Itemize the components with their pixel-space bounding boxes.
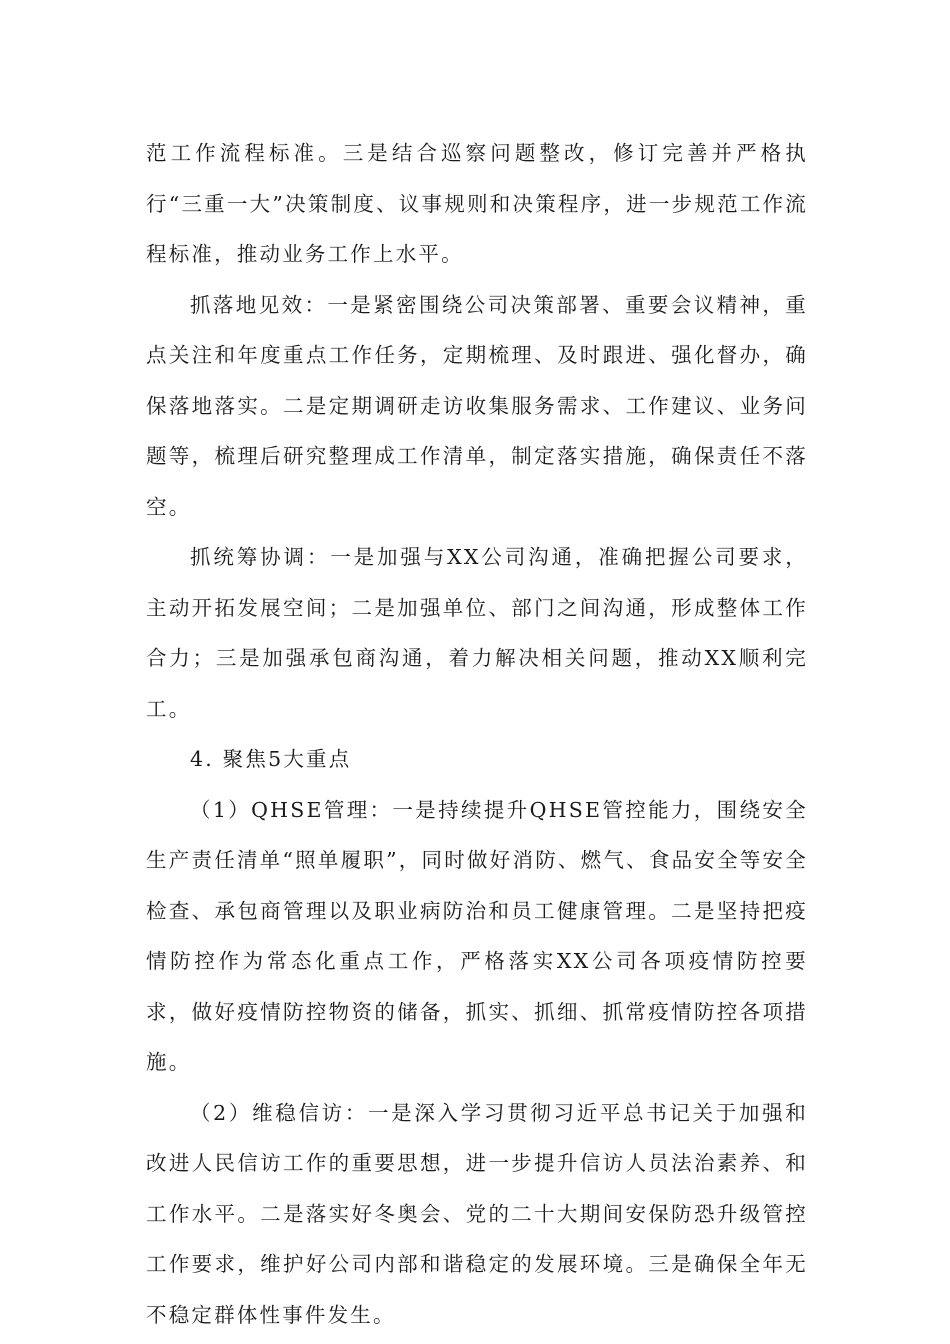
paragraph-coordination: 抓统筹协调：一是加强与XX公司沟通，准确把握公司要求，主动开拓发展空间；二是加强单位、部门之间沟通，形成整体工作合力；三是加强承包商沟通，着力解决相关问题，推动XX顺利完工。 bbox=[146, 545, 808, 721]
document-body bbox=[146, 128, 808, 1340]
paragraph-continuation: 范工作流程标准。三是结合巡察问题整改，修订完善并严格执行“三重一大”决策制度、议事规则和决策程序，进一步规范工作流程标准，推动业务工作上水平。 bbox=[146, 141, 808, 266]
paragraph-qhse: （1）QHSE管理：一是持续提升QHSE管控能力，围绕安全生产责任清单“照单履职”，同时做好消防、燃气、食品安全等安全检查、承包商管理以及职业病防治和员工健康管理。二是坚持把疫情防控作为常态化重点工作，严格落实XX公司各项疫情防控要求，做好疫情防控物资的储备，抓实、抓细、抓常疫情防控各项措施。 bbox=[146, 797, 808, 1074]
section-heading: 4. 聚焦5大重点 bbox=[190, 747, 352, 771]
paragraph-stability: （2）维稳信访：一是深入学习贯彻习近平总书记关于加强和改进人民信访工作的重要思想，进一步提升信访人员法治素养、和工作水平。二是落实好冬奥会、党的二十大期间安保防恐升级管控工作要求，维护好公司内部和谐稳定的发展环境。三是确保全年无不稳定群体性事件发生。 bbox=[146, 1100, 808, 1327]
paragraph-implementation: 抓落地见效：一是紧密围绕公司决策部署、重要会议精神，重点关注和年度重点工作任务，定期梳理、及时跟进、强化督办，确保落地落实。二是定期调研走访收集服务需求、工作建议、业务问题等，梳理后研究整理成工作清单，制定落实措施，确保责任不落空。 bbox=[146, 292, 808, 519]
